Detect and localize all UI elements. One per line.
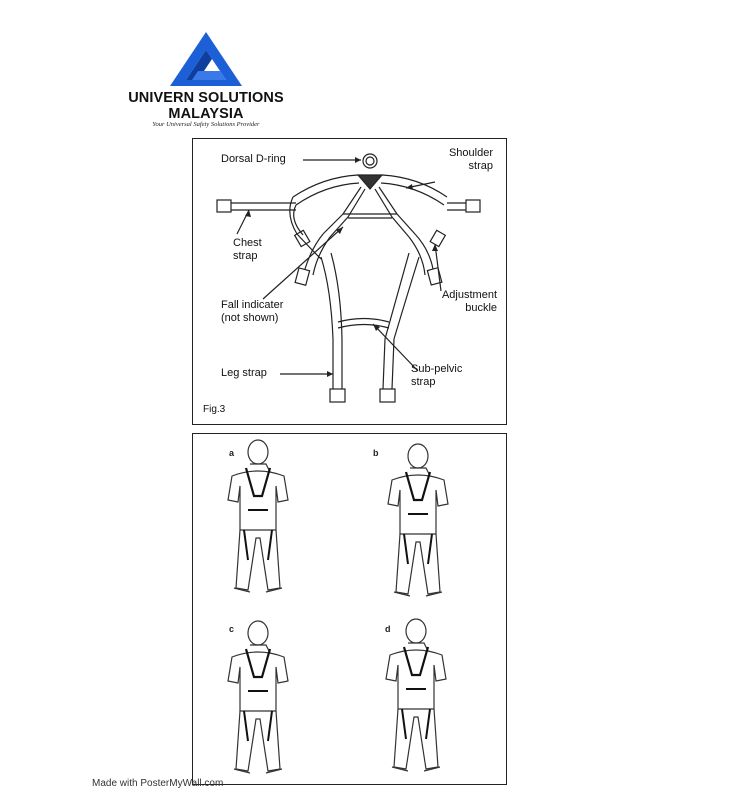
label-shoulder-strap: Shoulder strap bbox=[448, 147, 493, 172]
harness-diagram bbox=[192, 138, 507, 425]
label-chest-strap: Chest strap bbox=[233, 237, 262, 262]
figure-label: Fig.3 bbox=[203, 404, 226, 415]
label-adjustment-buckle: Adjustment buckle bbox=[441, 289, 497, 314]
step-label-a: a bbox=[229, 448, 235, 458]
step-label-b: b bbox=[373, 448, 379, 458]
step-label-d: d bbox=[385, 624, 391, 634]
donning-illustrations bbox=[193, 434, 505, 784]
footer-credit: Made with PosterMyWall.com bbox=[92, 778, 224, 789]
donning-steps-panel bbox=[192, 433, 507, 785]
company-logo bbox=[118, 30, 294, 135]
company-tagline: Your Universal Safety Solutions Provider bbox=[152, 121, 260, 128]
label-fall-indicator: Fall indicater (not shown) bbox=[221, 299, 284, 324]
label-sub-pelvic-strap: Sub-pelvic strap bbox=[411, 363, 463, 388]
company-name: UNIVERN SOLUTIONS MALAYSIA bbox=[128, 90, 284, 122]
step-label-c: c bbox=[229, 624, 235, 634]
triangle-logo-icon bbox=[168, 30, 244, 88]
label-leg-strap: Leg strap bbox=[221, 367, 267, 379]
label-dorsal-d-ring: Dorsal D-ring bbox=[221, 153, 286, 165]
